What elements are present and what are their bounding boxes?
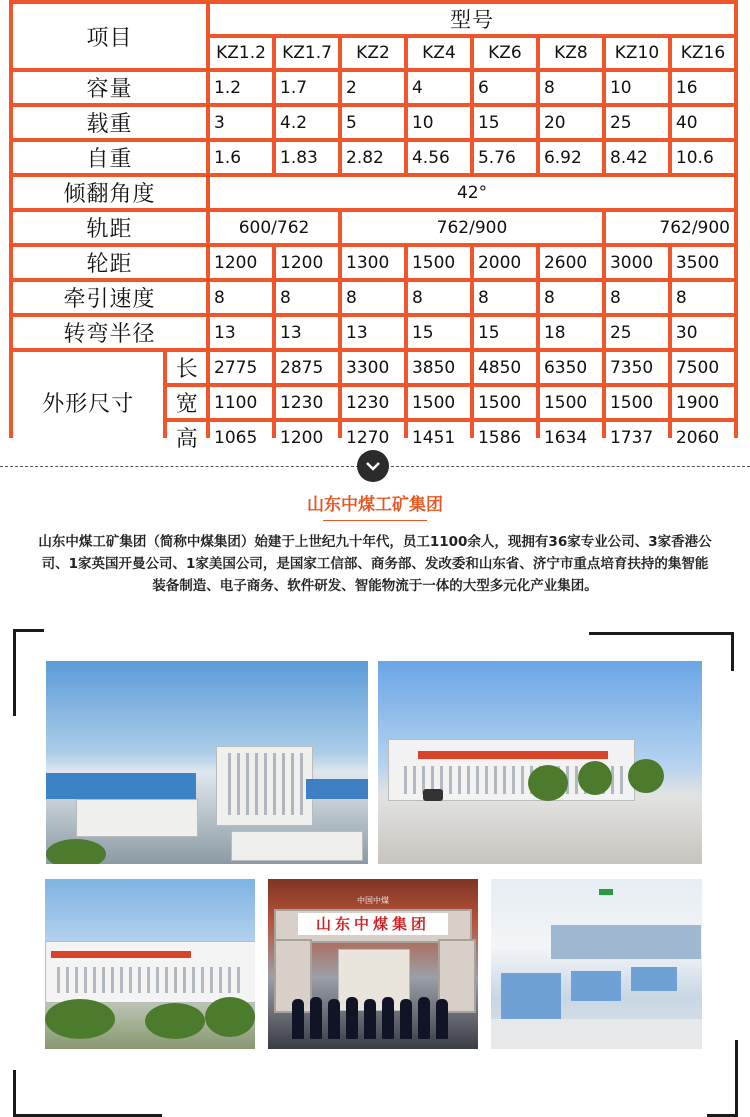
load-cell: 40 xyxy=(672,107,734,138)
company-title: 山东中煤工矿集团 xyxy=(307,495,443,515)
self-weight-label: 自重 xyxy=(13,142,206,173)
width-cell: 1500 xyxy=(606,387,668,418)
company-description: 山东中煤工矿集团（简称中煤集团）始建于上世纪九十年代，员工1100余人，现拥有36家专业公司、3家香港公司、1家英国开曼公司、1家美国公司，是国家工信部、商务部、发改委和山东省、济宁市重点培育扶持的集智能装备制造、电子商务、软件研发、智能物流于一体的大型多元化产业集团。 xyxy=(38,534,712,594)
wheelbase-cell: 1200 xyxy=(210,247,272,278)
gauge-group: 762/900 xyxy=(606,212,734,243)
photo-detail xyxy=(231,831,363,861)
height-cell: 1634 xyxy=(540,422,602,453)
self-weight-row xyxy=(13,142,734,173)
photo-detail xyxy=(46,773,196,799)
photo-detail xyxy=(400,999,412,1039)
wheelbase-cell: 1500 xyxy=(408,247,470,278)
capacity-cell: 2 xyxy=(342,72,404,103)
traction-speed-cell: 8 xyxy=(408,282,470,313)
height-cell: 1270 xyxy=(342,422,404,453)
capacity-cell: 10 xyxy=(606,72,668,103)
traction-speed-cell: 8 xyxy=(606,282,668,313)
photo-detail xyxy=(292,999,304,1039)
width-cell: 1900 xyxy=(672,387,734,418)
traction-speed-cell: 8 xyxy=(672,282,734,313)
photo-detail xyxy=(205,997,255,1037)
width-cell: 1500 xyxy=(408,387,470,418)
capacity-cell: 6 xyxy=(474,72,536,103)
chevron-down-icon xyxy=(357,450,389,482)
photo-detail xyxy=(418,997,430,1039)
self-weight-cell: 8.42 xyxy=(606,142,668,173)
load-cell: 4.2 xyxy=(276,107,338,138)
gauge-row xyxy=(13,212,734,243)
photo-detail xyxy=(346,997,358,1039)
gate-small-text: 中国中煤 xyxy=(357,896,389,905)
dimensions-label: 外形尺寸 xyxy=(13,352,163,453)
self-weight-cell: 1.6 xyxy=(210,142,272,173)
load-cell: 25 xyxy=(606,107,668,138)
photo-detail xyxy=(145,1003,205,1039)
capacity-cell: 4 xyxy=(408,72,470,103)
photo-detail xyxy=(364,999,376,1039)
photo-detail xyxy=(551,925,701,959)
tip-angle-row xyxy=(13,177,734,208)
photo-detail xyxy=(51,951,191,958)
photo-detail xyxy=(628,759,664,793)
photo-detail xyxy=(528,765,568,801)
corner-bracket xyxy=(13,629,44,716)
turn-radius-cell: 13 xyxy=(342,317,404,348)
wheelbase-cell: 3000 xyxy=(606,247,668,278)
tip-angle-label: 倾翻角度 xyxy=(13,177,206,208)
photo-detail xyxy=(418,751,608,759)
photo-detail xyxy=(328,999,340,1039)
factory-side-photo xyxy=(45,879,255,1049)
capacity-label: 容量 xyxy=(13,72,206,103)
width-cell: 1100 xyxy=(210,387,272,418)
photo-detail xyxy=(310,997,322,1039)
width-cell: 1230 xyxy=(342,387,404,418)
length-cell: 3300 xyxy=(342,352,404,383)
photo-detail xyxy=(436,999,448,1039)
traction-speed-row xyxy=(13,282,734,313)
wheelbase-label: 轮距 xyxy=(13,247,206,278)
length-row xyxy=(13,352,734,383)
height-cell: 1200 xyxy=(276,422,338,453)
photo-detail xyxy=(423,789,443,801)
office-interior-photo xyxy=(491,879,702,1049)
height-cell: 1065 xyxy=(210,422,272,453)
traction-speed-label: 牵引速度 xyxy=(13,282,206,313)
self-weight-cell: 10.6 xyxy=(672,142,734,173)
load-cell: 5 xyxy=(342,107,404,138)
height-cell: 1737 xyxy=(606,422,668,453)
self-weight-cell: 6.92 xyxy=(540,142,602,173)
exit-sign xyxy=(599,889,613,895)
length-cell: 3850 xyxy=(408,352,470,383)
traction-speed-cell: 8 xyxy=(474,282,536,313)
width-cell: 1500 xyxy=(474,387,536,418)
turn-radius-row xyxy=(13,317,734,348)
self-weight-cell: 4.56 xyxy=(408,142,470,173)
photo-detail xyxy=(571,971,621,1001)
photo-detail xyxy=(578,761,612,795)
model-cell: KZ10 xyxy=(606,38,668,68)
model-header: 型号 xyxy=(210,4,734,34)
self-weight-cell: 2.82 xyxy=(342,142,404,173)
model-cell: KZ1.7 xyxy=(276,38,338,68)
height-cell: 1586 xyxy=(474,422,536,453)
length-cell: 7350 xyxy=(606,352,668,383)
item-header: 项目 xyxy=(13,4,206,68)
model-cell: KZ6 xyxy=(474,38,536,68)
load-label: 载重 xyxy=(13,107,206,138)
width-label: 宽 xyxy=(167,387,206,418)
traction-speed-cell: 8 xyxy=(276,282,338,313)
height-label: 高 xyxy=(167,422,206,453)
title-underline xyxy=(323,520,427,521)
model-cell: KZ2 xyxy=(342,38,404,68)
model-cell: KZ16 xyxy=(672,38,734,68)
corner-bracket xyxy=(13,1070,162,1117)
photo-detail xyxy=(45,999,115,1039)
turn-radius-cell: 25 xyxy=(606,317,668,348)
wheelbase-cell: 3500 xyxy=(672,247,734,278)
gate-sign: 山东中煤集团 xyxy=(298,913,448,935)
wheelbase-cell: 2600 xyxy=(540,247,602,278)
traction-speed-cell: 8 xyxy=(342,282,404,313)
photo-detail xyxy=(222,753,306,815)
model-cell: KZ4 xyxy=(408,38,470,68)
spec-table xyxy=(9,0,738,457)
company-gate-photo xyxy=(268,879,478,1049)
model-cell: KZ8 xyxy=(540,38,602,68)
capacity-row xyxy=(13,72,734,103)
length-cell: 6350 xyxy=(540,352,602,383)
capacity-cell: 8 xyxy=(540,72,602,103)
factory-building-photo xyxy=(378,661,702,864)
capacity-cell: 16 xyxy=(672,72,734,103)
gauge-group: 762/900 xyxy=(342,212,602,243)
length-cell: 2875 xyxy=(276,352,338,383)
turn-radius-cell: 15 xyxy=(408,317,470,348)
turn-radius-label: 转弯半径 xyxy=(13,317,206,348)
photo-detail xyxy=(491,1019,702,1049)
turn-radius-cell: 18 xyxy=(540,317,602,348)
length-cell: 2775 xyxy=(210,352,272,383)
width-cell: 1500 xyxy=(540,387,602,418)
model-cell: KZ1.2 xyxy=(210,38,272,68)
turn-radius-cell: 30 xyxy=(672,317,734,348)
tip-angle-value: 42° xyxy=(210,177,734,208)
self-weight-cell: 5.76 xyxy=(474,142,536,173)
wheelbase-cell: 1300 xyxy=(342,247,404,278)
photo-detail xyxy=(501,973,561,1019)
length-cell: 4850 xyxy=(474,352,536,383)
photo-detail xyxy=(51,967,246,993)
gauge-group: 600/762 xyxy=(210,212,338,243)
wheelbase-cell: 1200 xyxy=(276,247,338,278)
photo-detail xyxy=(46,839,106,864)
turn-radius-cell: 13 xyxy=(276,317,338,348)
height-cell: 1451 xyxy=(408,422,470,453)
gauge-label: 轨距 xyxy=(13,212,206,243)
load-cell: 10 xyxy=(408,107,470,138)
length-label: 长 xyxy=(167,352,206,383)
wheelbase-cell: 2000 xyxy=(474,247,536,278)
turn-radius-cell: 15 xyxy=(474,317,536,348)
height-cell: 2060 xyxy=(672,422,734,453)
width-cell: 1230 xyxy=(276,387,338,418)
traction-speed-cell: 8 xyxy=(540,282,602,313)
length-cell: 7500 xyxy=(672,352,734,383)
aerial-campus-photo xyxy=(46,661,368,864)
capacity-cell: 1.2 xyxy=(210,72,272,103)
photo-detail xyxy=(306,779,368,799)
photo-detail xyxy=(631,967,677,991)
turn-radius-cell: 13 xyxy=(210,317,272,348)
load-cell: 3 xyxy=(210,107,272,138)
load-cell: 20 xyxy=(540,107,602,138)
load-cell: 15 xyxy=(474,107,536,138)
load-row xyxy=(13,107,734,138)
photo-detail xyxy=(382,997,394,1039)
spec-table-frame xyxy=(9,0,738,452)
traction-speed-cell: 8 xyxy=(210,282,272,313)
photo-detail xyxy=(76,799,198,837)
corner-bracket xyxy=(707,1040,738,1117)
capacity-cell: 1.7 xyxy=(276,72,338,103)
self-weight-cell: 1.83 xyxy=(276,142,338,173)
wheelbase-row xyxy=(13,247,734,278)
